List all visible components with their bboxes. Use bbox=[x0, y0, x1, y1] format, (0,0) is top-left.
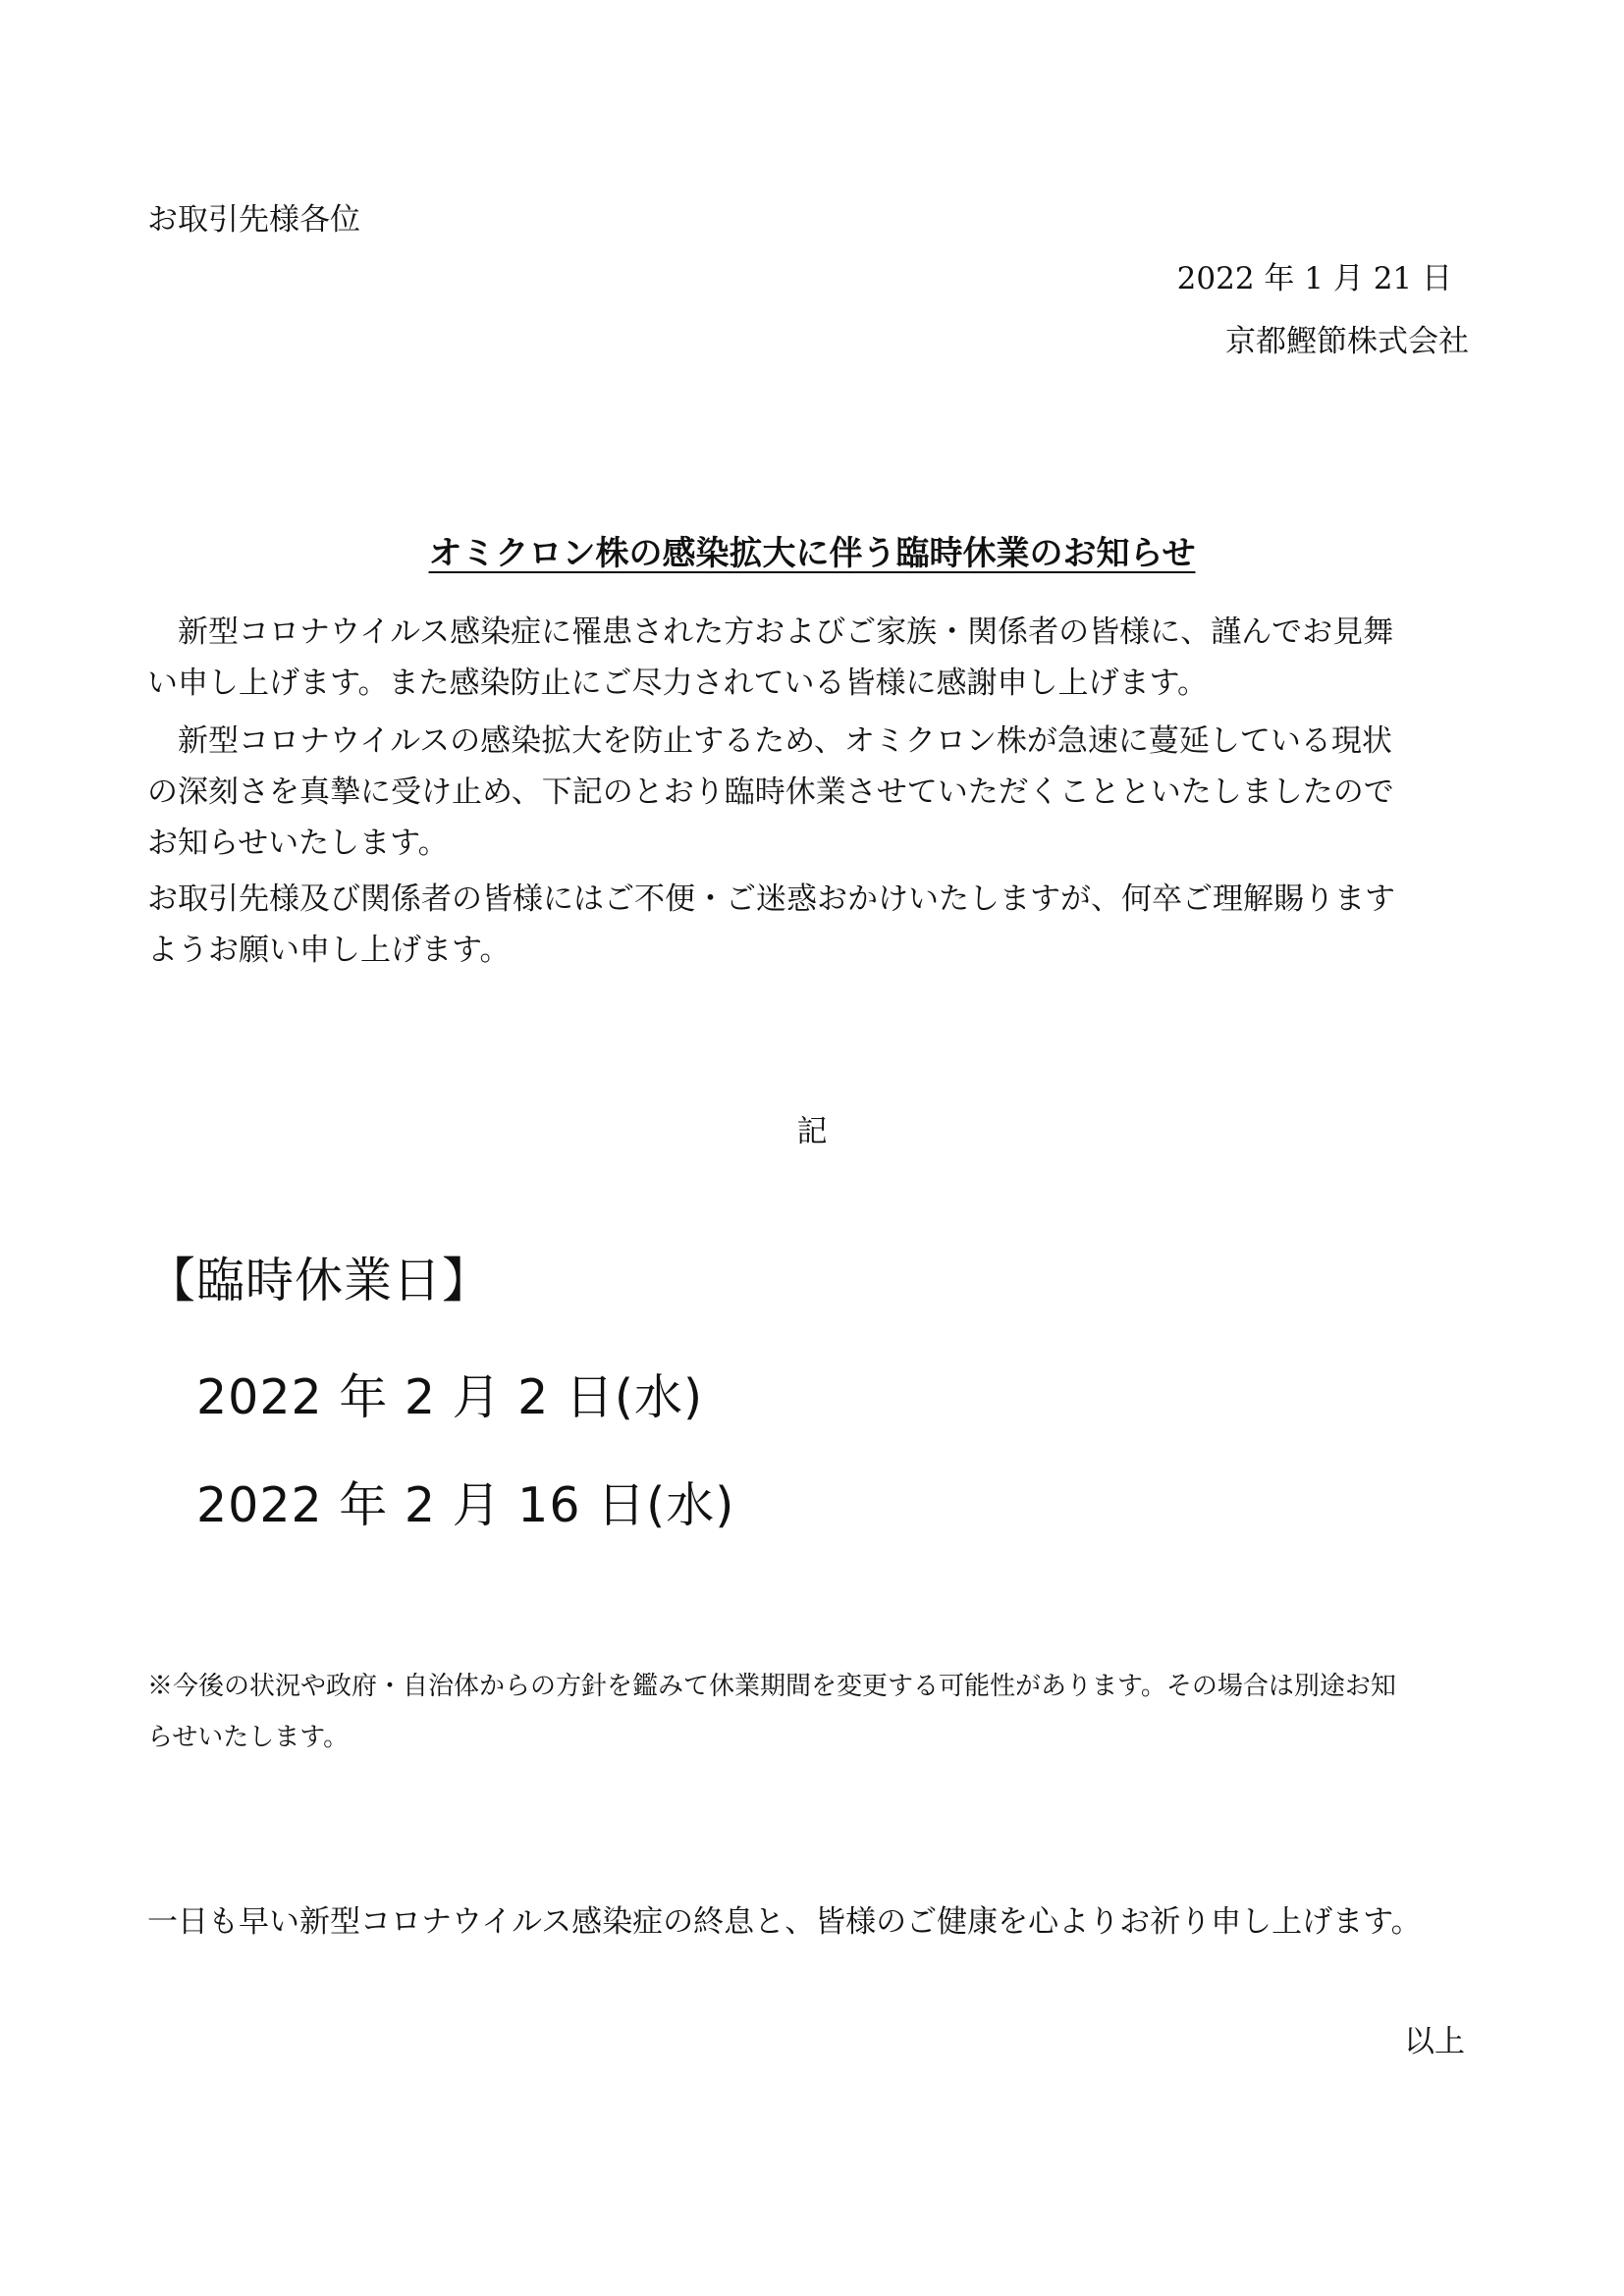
paragraph-sympathy bbox=[147, 607, 1483, 709]
note-line: らせいたします。 bbox=[147, 1723, 350, 1752]
addressee: お取引先様各位 bbox=[147, 202, 360, 238]
ki-marker: 記 bbox=[796, 1114, 828, 1149]
paragraph-line: 新型コロナウイルスの感染拡大を防止するため、オミクロン株が急速に蔓延している現状 bbox=[147, 723, 1392, 759]
paragraph-apology bbox=[147, 874, 1483, 976]
holiday-date: 2022 年 2 月 16 日(水) bbox=[196, 1477, 735, 1533]
issue-date: 2022 年 1 月 21 日 bbox=[1176, 261, 1452, 296]
paragraph-closure-reason bbox=[147, 716, 1483, 869]
holiday-date: 2022 年 2 月 2 日(水) bbox=[196, 1369, 704, 1425]
paragraph-line: お知らせいたします。 bbox=[147, 826, 449, 861]
company-name: 京都鰹節株式会社 bbox=[1225, 324, 1469, 359]
end-mark: 以上 bbox=[1404, 2024, 1465, 2059]
paragraph-line: 新型コロナウイルス感染症に罹患された方およびご家族・関係者の皆様に、謹んでお見舞 bbox=[147, 614, 1394, 650]
holiday-heading: 【臨時休業日】 bbox=[147, 1253, 492, 1308]
paragraph-line: の深刻さを真摯に受け止め、下記のとおり臨時休業させていただくことといたしましたので bbox=[147, 774, 1394, 810]
paragraph-line: い申し上げます。また感染防止にご尽力されている皆様に感謝申し上げます。 bbox=[147, 666, 1209, 701]
note-line: ※今後の状況や政府・自治体からの方針を鑑みて休業期間を変更する可能性があります。その場合は別途お知 bbox=[147, 1672, 1396, 1701]
notice-title: オミクロン株の感染拡大に伴う臨時休業のお知らせ bbox=[428, 534, 1196, 573]
note bbox=[147, 1661, 1483, 1763]
paragraph-line: ようお願い申し上げます。 bbox=[147, 933, 511, 968]
closing-remark: 一日も早い新型コロナウイルス感染症の終息と、皆様のご健康を心よりお祈り申し上げます。 bbox=[147, 1904, 1422, 1940]
paragraph-line: お取引先様及び関係者の皆様にはご不便・ご迷惑おかけいたしますが、何卒ご理解賜ります bbox=[147, 881, 1395, 917]
